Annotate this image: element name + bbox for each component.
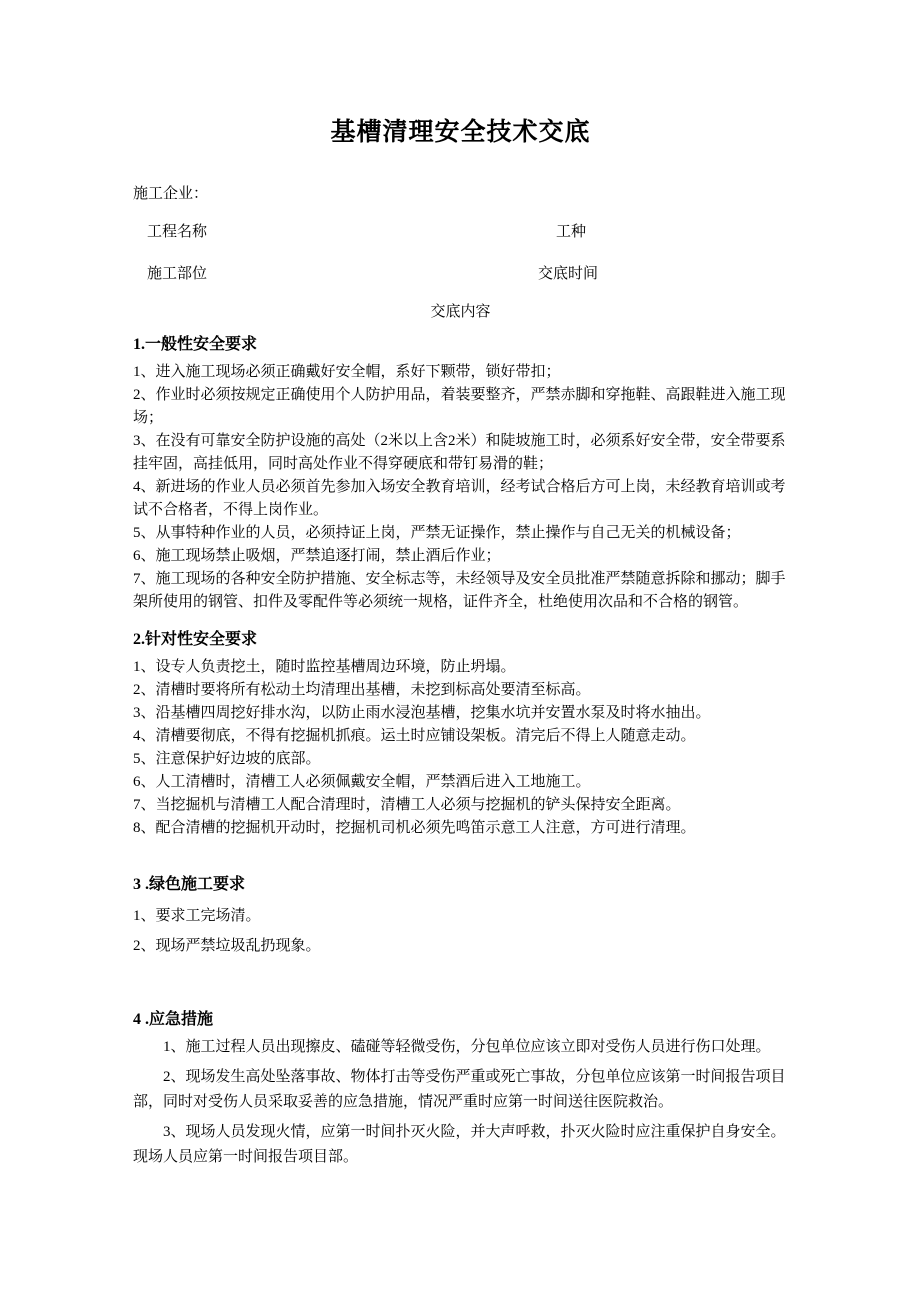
section-emergency-measures bbox=[133, 1008, 788, 1170]
header-row-part bbox=[133, 262, 788, 283]
section-heading: 4 .应急措施 bbox=[133, 1011, 214, 1028]
paragraph: 5、注意保护好边坡的底部。 bbox=[133, 751, 321, 767]
paragraph: 2、清槽时要将所有松动土均清理出基槽，未挖到标高处要清至标高。 bbox=[133, 682, 591, 698]
paragraph: 6、人工清槽时，清槽工人必须佩戴安全帽，严禁酒后进入工地施工。 bbox=[133, 774, 591, 790]
paragraph: 3、沿基槽四周挖好排水沟，以防止雨水浸泡基槽，挖集水坑并安置水泵及时将水抽出。 bbox=[133, 705, 711, 721]
section-heading: 3 .绿色施工要求 bbox=[133, 876, 246, 893]
paragraph: 1、要求工完场清。 bbox=[133, 908, 261, 924]
document-title: 基槽清理安全技术交底 bbox=[330, 119, 591, 146]
disclosure-content-label: 交底内容 bbox=[430, 304, 491, 320]
paragraph: 4、清槽要彻底，不得有挖掘机抓痕。运土时应铺设架板。清完后不得上人随意走动。 bbox=[133, 728, 696, 744]
paragraph: 7、当挖掘机与清槽工人配合清理时，清槽工人必须与挖掘机的铲头保持安全距离。 bbox=[133, 797, 681, 813]
paragraph: 7、施工现场的各种安全防护措施、安全标志等，未经领导及安全员批准严禁随意拆除和挪动；脚手架所使用的钢管、扣件及零配件等必须统一规格，证件齐全，杜绝使用次品和不合格的钢管。 bbox=[133, 571, 786, 610]
disclosure-time-label: 交底时间 bbox=[538, 266, 599, 282]
paragraph: 2、作业时必须按规定正确使用个人防护用品，着装要整齐，严禁赤脚和穿拖鞋、高跟鞋进入施工现场； bbox=[133, 387, 786, 426]
section-targeted-safety bbox=[133, 628, 788, 840]
section-green-construction bbox=[133, 873, 788, 958]
paragraph: 1、施工过程人员出现擦皮、磕碰等轻微受伤，分包单位应该立即对受伤人员进行伤口处理。 bbox=[163, 1039, 771, 1055]
paragraph: 5、从事特种作业的人员，必须持证上岗，严禁无证操作，禁止操作与自己无关的机械设备； bbox=[133, 525, 741, 541]
paragraph: 2、现场发生高处坠落事故、物体打击等受伤严重或死亡事故，分包单位应该第一时间报告项目部，同时对受伤人员采取妥善的应急措施，情况严重时应第一时间送往医院救治。 bbox=[133, 1069, 786, 1110]
paragraph: 8、配合清槽的挖掘机开动时，挖掘机司机必须先鸣笛示意工人注意，方可进行清理。 bbox=[133, 820, 696, 836]
section-heading: 2.针对性安全要求 bbox=[133, 631, 258, 648]
section-general-safety bbox=[133, 333, 788, 614]
paragraph: 3、在没有可靠安全防护设施的高处（2米以上含2米）和陡坡施工时，必须系好安全带，安全带要系挂牢固，高挂低用，同时高处作业不得穿硬底和带钉易滑的鞋； bbox=[133, 433, 786, 472]
paragraph: 3、现场人员发现火情，应第一时间扑灭火险，并大声呼救，扑灭火险时应注重保护自身安全。现场人员应第一时间报告项目部。 bbox=[133, 1124, 786, 1165]
paragraph: 4、新进场的作业人员必须首先参加入场安全教育培训，经考试合格后方可上岗，未经教育培训或考试不合格者，不得上岗作业。 bbox=[133, 479, 786, 518]
project-name-label: 工程名称 bbox=[147, 224, 208, 240]
header-row-project bbox=[133, 220, 788, 241]
paragraph: 2、现场严禁垃圾乱扔现象。 bbox=[133, 938, 321, 954]
paragraph: 1、设专人负责挖土，随时监控基槽周边环境，防止坍塌。 bbox=[133, 659, 516, 675]
construction-part-label: 施工部位 bbox=[147, 266, 208, 282]
section-heading: 1.一般性安全要求 bbox=[133, 336, 258, 353]
paragraph: 1、进入施工现场必须正确戴好安全帽，系好下颗带，锁好带扣； bbox=[133, 364, 561, 380]
work-type-label: 工种 bbox=[556, 224, 587, 240]
enterprise-label: 施工企业： bbox=[133, 186, 209, 202]
paragraph: 6、施工现场禁止吸烟，严禁追逐打闹，禁止酒后作业； bbox=[133, 548, 501, 564]
